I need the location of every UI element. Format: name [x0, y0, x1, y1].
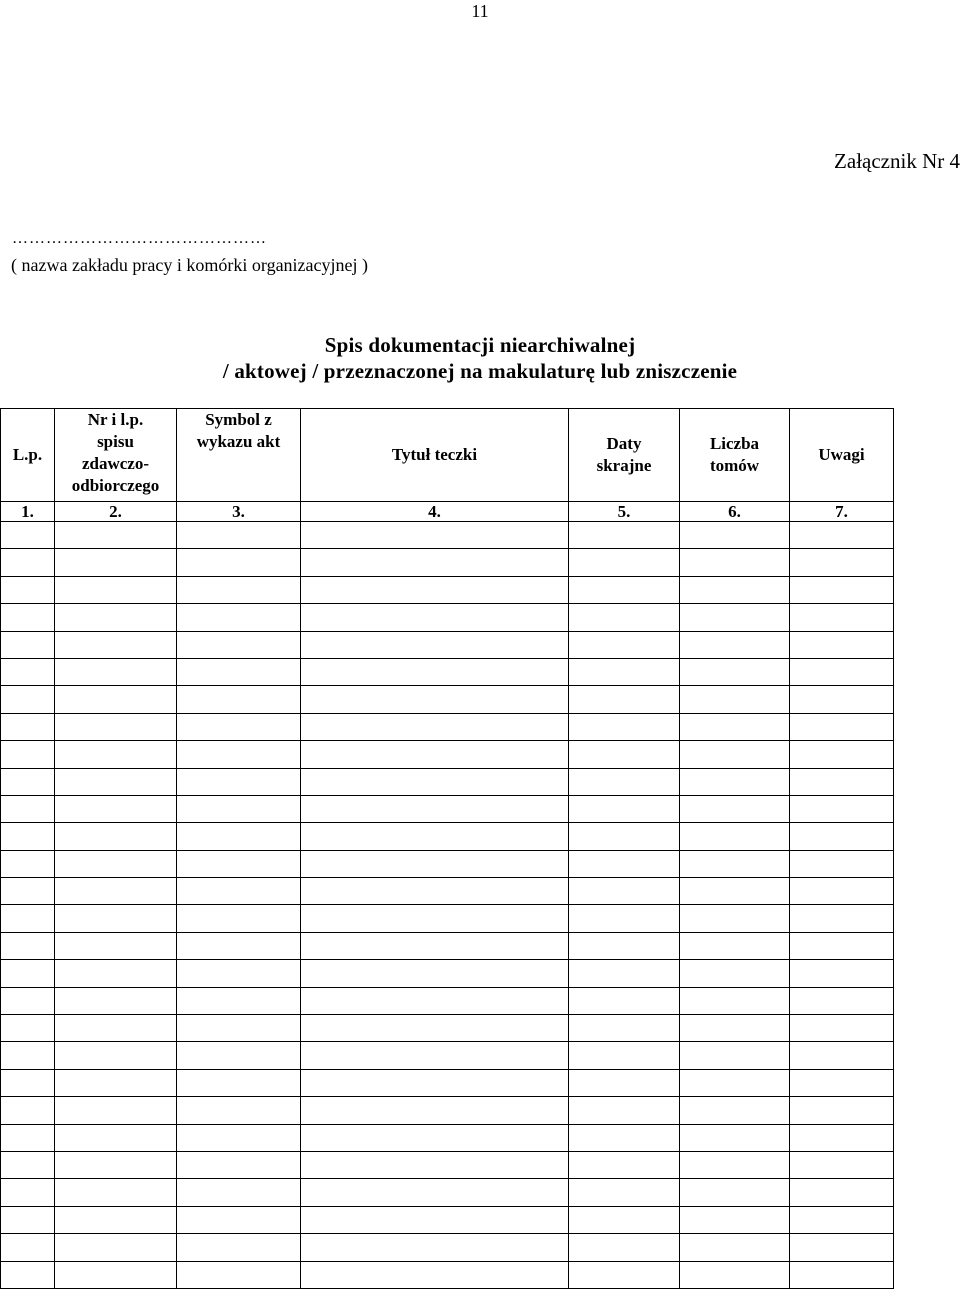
table-cell: [1, 1261, 55, 1288]
table-cell: [569, 768, 680, 795]
table-cell: [569, 522, 680, 549]
table-cell: [301, 1179, 569, 1206]
table-cell: [301, 905, 569, 932]
table-row: [1, 1124, 894, 1151]
org-name-label: ( nazwa zakładu pracy i komórki organizacyjnej ): [11, 255, 369, 275]
table-cell: [569, 960, 680, 987]
table-row: [1, 1179, 894, 1206]
table-cell: [55, 878, 177, 905]
table-row: [1, 741, 894, 768]
table-cell: [55, 658, 177, 685]
table-cell: [1, 713, 55, 740]
table-cell: [301, 604, 569, 631]
table-cell: [680, 522, 790, 549]
table-cell: [177, 1097, 301, 1124]
table-cell: [569, 713, 680, 740]
table-cell: [569, 1151, 680, 1178]
table-row: [1, 713, 894, 740]
table-cell: [680, 768, 790, 795]
table-row: [1, 686, 894, 713]
table-cell: [177, 1206, 301, 1233]
table-cell: [1, 932, 55, 959]
table-cell: [1, 631, 55, 658]
table-cell: [680, 1206, 790, 1233]
table-cell: [790, 850, 894, 877]
table-row: [1, 768, 894, 795]
table-cell: [177, 1042, 301, 1069]
table-cell: [680, 1234, 790, 1261]
table-cell: [790, 576, 894, 603]
table-cell: [680, 1151, 790, 1178]
table-cell: [1, 795, 55, 822]
table-cell: [55, 1069, 177, 1096]
table-cell: [680, 1261, 790, 1288]
table-cell: [569, 1042, 680, 1069]
table-cell: [301, 1124, 569, 1151]
table-cell: [569, 987, 680, 1014]
attachment-label: Załącznik Nr 4: [834, 149, 960, 173]
table-cell: [569, 850, 680, 877]
table-cell: [680, 1179, 790, 1206]
table-cell: [680, 823, 790, 850]
table-cell: [55, 1015, 177, 1042]
table-cell: [301, 768, 569, 795]
table-cell: [55, 549, 177, 576]
table-cell: [680, 686, 790, 713]
table-cell: [55, 1124, 177, 1151]
table-cell: [680, 658, 790, 685]
table-cell: [569, 878, 680, 905]
table-cell: [790, 1234, 894, 1261]
table-cell: [301, 1151, 569, 1178]
table-cell: [790, 1179, 894, 1206]
table-row: [1, 987, 894, 1014]
table-cell: [177, 905, 301, 932]
table-cell: [177, 795, 301, 822]
table-cell: [177, 658, 301, 685]
table-cell: [55, 631, 177, 658]
table-cell: [1, 823, 55, 850]
table-cell: [790, 1097, 894, 1124]
table-cell: [680, 741, 790, 768]
table-row: [1, 1261, 894, 1288]
table-row: [1, 522, 894, 549]
table-cell: [790, 1206, 894, 1233]
table-cell: [790, 795, 894, 822]
table-row: [1, 932, 894, 959]
table-cell: [569, 823, 680, 850]
table-cell: [680, 604, 790, 631]
table-cell: [55, 960, 177, 987]
table-cell: [177, 823, 301, 850]
inventory-table: [0, 408, 894, 1289]
table-cell: [301, 576, 569, 603]
table-cell: [55, 576, 177, 603]
table-cell: [790, 1151, 894, 1178]
table-cell: [177, 549, 301, 576]
table-cell: [55, 1097, 177, 1124]
table-row: [1, 576, 894, 603]
table-cell: [177, 1261, 301, 1288]
table-cell: [790, 960, 894, 987]
table-cell: [177, 850, 301, 877]
table-cell: [790, 823, 894, 850]
table-cell: [1, 1206, 55, 1233]
table-cell: [55, 741, 177, 768]
table-cell: [177, 631, 301, 658]
table-cell: [680, 1015, 790, 1042]
table-cell: [790, 878, 894, 905]
table-cell: [569, 1124, 680, 1151]
table-cell: [55, 823, 177, 850]
table-cell: [55, 795, 177, 822]
table-cell: [301, 522, 569, 549]
document-title-line-2: / aktowej / przeznaczonej na makulaturę lub zniszczenie: [222, 359, 738, 383]
column-number: 5.: [569, 502, 680, 522]
table-cell: [55, 1179, 177, 1206]
table-cell: [177, 1151, 301, 1178]
table-cell: [1, 741, 55, 768]
table-cell: [569, 1179, 680, 1206]
table-cell: [1, 987, 55, 1014]
table-cell: [1, 905, 55, 932]
table-row: [1, 878, 894, 905]
table-cell: [1, 850, 55, 877]
table-cell: [1, 549, 55, 576]
table-cell: [301, 713, 569, 740]
table-row: [1, 1151, 894, 1178]
table-cell: [680, 549, 790, 576]
table-cell: [177, 686, 301, 713]
table-cell: [569, 658, 680, 685]
table-cell: [1, 1234, 55, 1261]
table-cell: [1, 960, 55, 987]
column-number: 4.: [301, 502, 569, 522]
table-cell: [177, 1124, 301, 1151]
table-cell: [569, 576, 680, 603]
table-cell: [680, 850, 790, 877]
table-cell: [55, 932, 177, 959]
table-cell: [301, 795, 569, 822]
table-cell: [177, 878, 301, 905]
table-cell: [301, 823, 569, 850]
table-cell: [301, 1234, 569, 1261]
table-cell: [790, 549, 894, 576]
table-cell: [1, 1042, 55, 1069]
table-cell: [680, 905, 790, 932]
table-cell: [569, 1261, 680, 1288]
table-cell: [790, 658, 894, 685]
table-cell: [301, 1069, 569, 1096]
table-cell: [55, 686, 177, 713]
table-cell: [680, 960, 790, 987]
table-cell: [569, 631, 680, 658]
table-cell: [55, 987, 177, 1014]
table-cell: [790, 1015, 894, 1042]
table-cell: [301, 987, 569, 1014]
table-cell: [790, 1261, 894, 1288]
table-cell: [569, 932, 680, 959]
table-row: [1, 1206, 894, 1233]
document-title: [0, 332, 960, 384]
table-cell: [569, 1097, 680, 1124]
table-cell: [301, 850, 569, 877]
org-name-placeholder-dots: ………………………………………: [12, 230, 267, 247]
table-cell: [177, 741, 301, 768]
table-cell: [680, 932, 790, 959]
header-liczba-tomow: Liczba tomów: [680, 409, 790, 502]
table-cell: [569, 795, 680, 822]
table-cell: [1, 1015, 55, 1042]
table-row: [1, 795, 894, 822]
table-cell: [790, 686, 894, 713]
table-cell: [680, 1042, 790, 1069]
table-cell: [680, 987, 790, 1014]
header-daty-skrajne: Daty skrajne: [569, 409, 680, 502]
table-row: [1, 1097, 894, 1124]
column-number: 3.: [177, 502, 301, 522]
table-cell: [301, 878, 569, 905]
table-row: [1, 658, 894, 685]
table-cell: [55, 1042, 177, 1069]
table-cell: [177, 1069, 301, 1096]
table-cell: [1, 1069, 55, 1096]
table-cell: [177, 713, 301, 740]
table-cell: [55, 604, 177, 631]
table-cell: [1, 522, 55, 549]
table-cell: [680, 631, 790, 658]
table-cell: [790, 1042, 894, 1069]
table-cell: [790, 713, 894, 740]
table-cell: [301, 1206, 569, 1233]
page-number: 11: [471, 1, 489, 21]
table-cell: [790, 905, 894, 932]
table-cell: [55, 1234, 177, 1261]
table-cell: [301, 1042, 569, 1069]
table-cell: [569, 686, 680, 713]
table-cell: [301, 1261, 569, 1288]
table-cell: [569, 1206, 680, 1233]
table-cell: [790, 768, 894, 795]
document-title-line-1: Spis dokumentacji niearchiwalnej: [324, 333, 636, 357]
table-cell: [680, 1069, 790, 1096]
table-cell: [1, 1124, 55, 1151]
table-cell: [569, 1015, 680, 1042]
table-cell: [790, 741, 894, 768]
table-row: [1, 1015, 894, 1042]
table-cell: [569, 604, 680, 631]
header-symbol: Symbol z wykazu akt: [177, 409, 301, 502]
table-cell: [301, 549, 569, 576]
table-cell: [55, 713, 177, 740]
table-cell: [1, 768, 55, 795]
table-cell: [177, 932, 301, 959]
table-cell: [680, 878, 790, 905]
table-cell: [1, 658, 55, 685]
table-row: [1, 850, 894, 877]
table-cell: [301, 932, 569, 959]
table-cell: [680, 713, 790, 740]
table-cell: [1, 1179, 55, 1206]
table-header-row: [1, 409, 894, 502]
table-cell: [790, 1069, 894, 1096]
table-cell: [569, 1069, 680, 1096]
table-cell: [55, 1206, 177, 1233]
table-cell: [1, 686, 55, 713]
table-cell: [301, 960, 569, 987]
table-cell: [301, 1015, 569, 1042]
header-nr-spisu: Nr i l.p. spisu zdawczo- odbiorczego: [55, 409, 177, 502]
table-row: [1, 1069, 894, 1096]
table-cell: [177, 576, 301, 603]
table-cell: [177, 1234, 301, 1261]
table-cell: [1, 1097, 55, 1124]
table-cell: [55, 850, 177, 877]
table-cell: [1, 576, 55, 603]
table-row: [1, 604, 894, 631]
table-cell: [790, 987, 894, 1014]
table-cell: [301, 741, 569, 768]
table-cell: [680, 1124, 790, 1151]
table-cell: [1, 878, 55, 905]
table-cell: [569, 1234, 680, 1261]
table-cell: [177, 1179, 301, 1206]
table-cell: [177, 604, 301, 631]
table-cell: [790, 1124, 894, 1151]
table-cell: [1, 604, 55, 631]
column-number-row: [1, 502, 894, 522]
table-cell: [790, 631, 894, 658]
table-cell: [301, 631, 569, 658]
table-cell: [55, 522, 177, 549]
table-cell: [301, 658, 569, 685]
table-row: [1, 549, 894, 576]
table-cell: [55, 1151, 177, 1178]
table-cell: [569, 905, 680, 932]
table-cell: [177, 960, 301, 987]
table-cell: [680, 1097, 790, 1124]
header-tytul-teczki: Tytuł teczki: [301, 409, 569, 502]
table-cell: [301, 1097, 569, 1124]
table-cell: [680, 576, 790, 603]
table-cell: [177, 768, 301, 795]
table-cell: [177, 1015, 301, 1042]
table-cell: [55, 905, 177, 932]
table-cell: [790, 522, 894, 549]
table-cell: [569, 549, 680, 576]
column-number: 7.: [790, 502, 894, 522]
table-row: [1, 960, 894, 987]
table-row: [1, 823, 894, 850]
table-cell: [177, 522, 301, 549]
header-uwagi: Uwagi: [790, 409, 894, 502]
table-cell: [790, 932, 894, 959]
table-cell: [55, 768, 177, 795]
column-number: 6.: [680, 502, 790, 522]
table-cell: [680, 795, 790, 822]
column-number: 1.: [1, 502, 55, 522]
table-cell: [55, 1261, 177, 1288]
column-number: 2.: [55, 502, 177, 522]
table-row: [1, 1042, 894, 1069]
table-cell: [177, 987, 301, 1014]
table-row: [1, 1234, 894, 1261]
header-lp: L.p.: [1, 409, 55, 502]
table-row: [1, 631, 894, 658]
table-row: [1, 905, 894, 932]
table-cell: [1, 1151, 55, 1178]
table-cell: [301, 686, 569, 713]
table-cell: [569, 741, 680, 768]
table-cell: [790, 604, 894, 631]
